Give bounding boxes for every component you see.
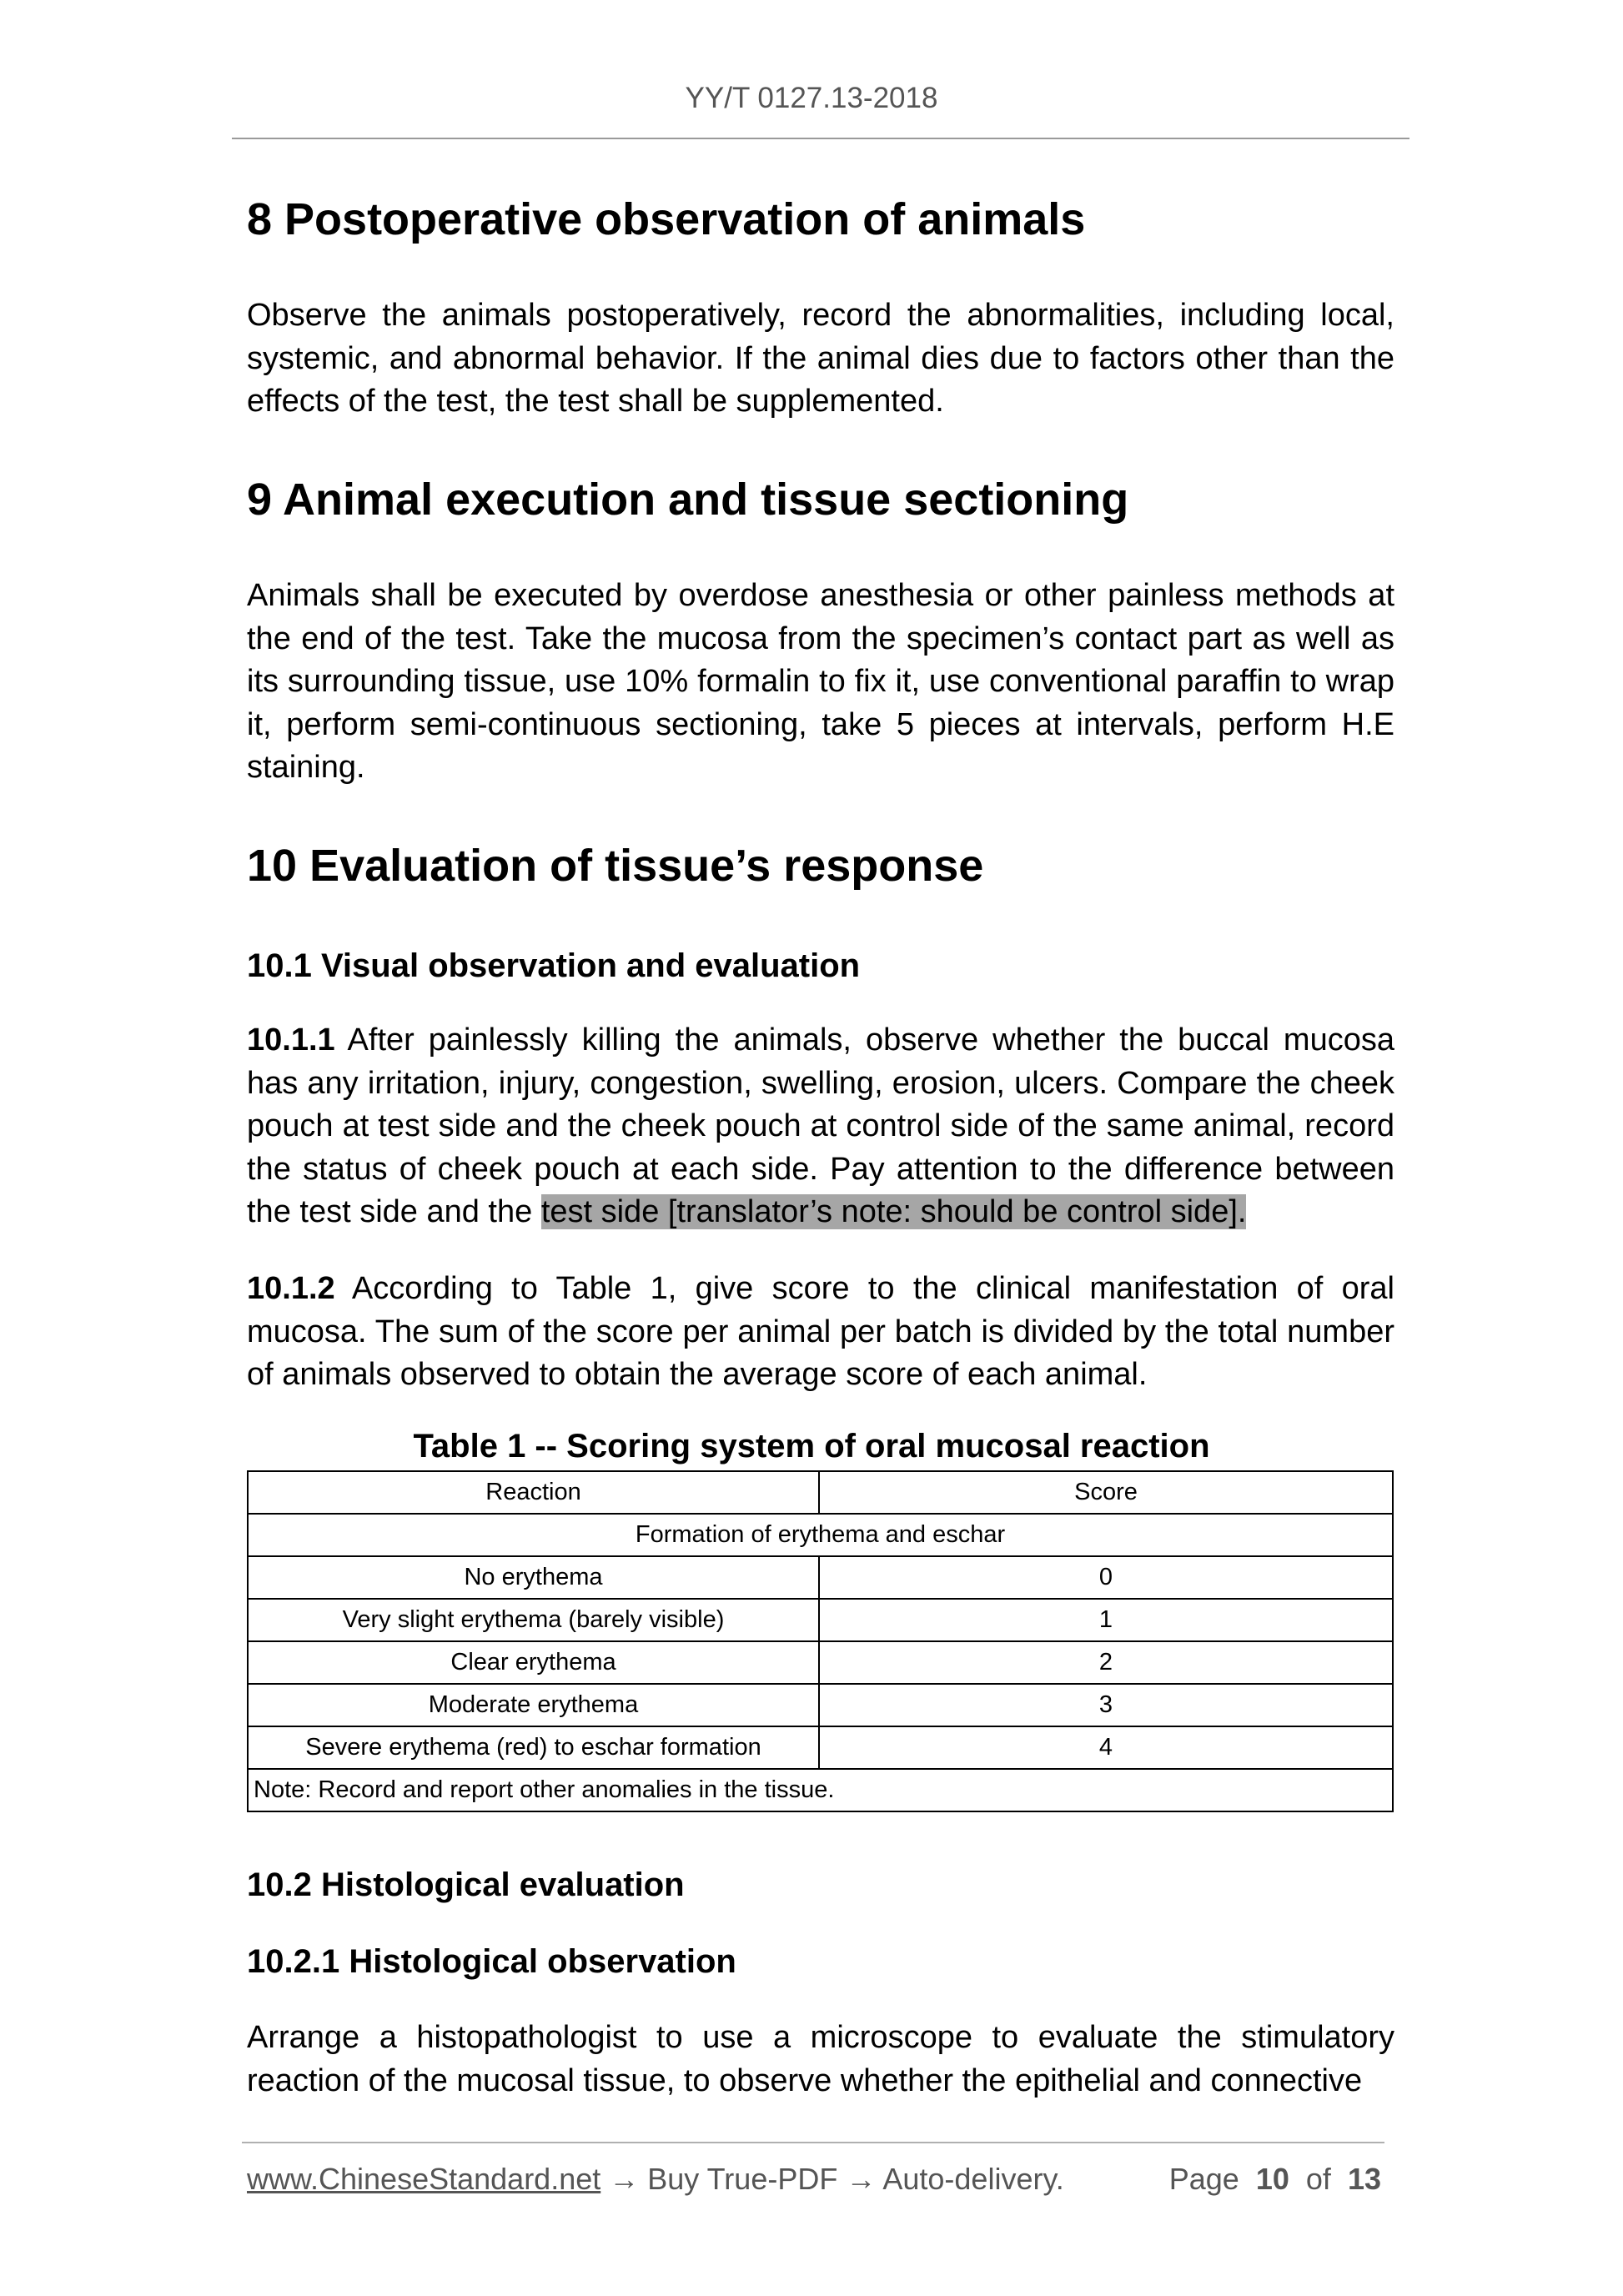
section-8-heading: 8 Postoperative observation of animals (247, 194, 1086, 244)
reaction-cell: Clear erythema (248, 1641, 819, 1684)
table-row (248, 1641, 1393, 1684)
page-indicator (1169, 2162, 1381, 2197)
highlighted-text: test side [translator’s note: should be control side]. (540, 1194, 1247, 1229)
header-divider (232, 138, 1409, 139)
paragraph-10-1-2 (247, 1268, 1394, 1397)
table-group-row (248, 1514, 1393, 1556)
page-label: Page (1168, 2162, 1239, 2196)
page-number: 10 (1255, 2162, 1289, 2196)
arrow-icon: → (600, 2162, 648, 2196)
score-cell: 2 (819, 1641, 1393, 1684)
website-link[interactable]: www.ChineseStandard.net (247, 2162, 601, 2196)
table-note-row (248, 1769, 1393, 1811)
section-10-1-heading: 10.1 Visual observation and evaluation (247, 947, 861, 984)
header-score: Score (819, 1471, 1393, 1514)
score-cell: 4 (819, 1726, 1393, 1769)
section-10-heading: 10 Evaluation of tissue’s response (247, 841, 984, 891)
footer-divider (242, 2142, 1384, 2143)
table-row (248, 1556, 1393, 1599)
score-cell: 0 (819, 1556, 1393, 1599)
table-row (248, 1684, 1393, 1726)
table-note: Note: Record and report other anomalies in the tissue. (248, 1769, 1393, 1811)
buy-text: Buy True-PDF (647, 2162, 838, 2196)
table-row (248, 1599, 1393, 1641)
clause-number: 10.1.2 (247, 1271, 335, 1306)
reaction-cell: Very slight erythema (barely visible) (248, 1599, 819, 1641)
group-label: Formation of erythema and eschar (248, 1514, 1393, 1556)
section-10-2-1-body: Arrange a histopathologist to use a microscope to evaluate the stimulatory reaction of the mucosal tissue, to observe whether the epithelial and connective (247, 2020, 1394, 2098)
table-header-row (248, 1471, 1393, 1514)
delivery-text: Auto-delivery. (882, 2162, 1064, 2196)
section-8-body: Observe the animals postoperatively, record the abnormalities, including local, systemic, and abnormal behavior. If the animal dies due to factors other than the effects of the test, the test shall be supplemented. (247, 298, 1394, 419)
section-10-2-heading: 10.2 Histological evaluation (247, 1866, 685, 1903)
header-reaction: Reaction (248, 1471, 819, 1514)
reaction-cell: Moderate erythema (248, 1684, 819, 1726)
standard-code-header: YY/T 0127.13-2018 (685, 82, 938, 114)
scoring-table (247, 1470, 1394, 1812)
section-9-body: Animals shall be executed by overdose anesthesia or other painless methods at the end of the test. Take the mucosa from the specimen’s contact part as well as its surrounding tissue, use 10% formalin to fix it, use conventional paraffin to wrap it, perform semi-continuous sectioning, take 5 pieces at intervals, perform H.E staining. (247, 578, 1394, 785)
clause-number: 10.1.1 (247, 1022, 335, 1058)
section-9-heading: 9 Animal execution and tissue sectioning (247, 475, 1129, 525)
score-cell: 3 (819, 1684, 1393, 1726)
arrow-icon: → (837, 2162, 883, 2196)
score-cell: 1 (819, 1599, 1393, 1641)
footer (247, 2162, 1381, 2197)
of-label: of (1305, 2162, 1331, 2196)
table-1-title: Table 1 -- Scoring system of oral mucosal reaction (413, 1428, 1210, 1465)
paragraph-text: After painlessly killing the animals, observe whether the buccal mucosa has any irritation, injury, congestion, swelling, erosion, ulcers. Compare the cheek pouch at test side and the cheek pouch at control side of the same animal, record the status of cheek pouch at each side. Pay attention to the difference between the test side and the (247, 1022, 1394, 1229)
paragraph-text: According to Table 1, give score to the clinical manifestation of oral mucosa. The sum of the score per animal per batch is divided by the total number of animals observed to obtain the average score of each animal. (247, 1271, 1394, 1392)
table-row (248, 1726, 1393, 1769)
paragraph-10-1-1 (247, 1019, 1394, 1234)
reaction-cell: No erythema (248, 1556, 819, 1599)
reaction-cell: Severe erythema (red) to eschar formation (248, 1726, 819, 1769)
page-total: 13 (1347, 2162, 1381, 2196)
section-10-2-1-heading: 10.2.1 Histological observation (247, 1943, 736, 1980)
